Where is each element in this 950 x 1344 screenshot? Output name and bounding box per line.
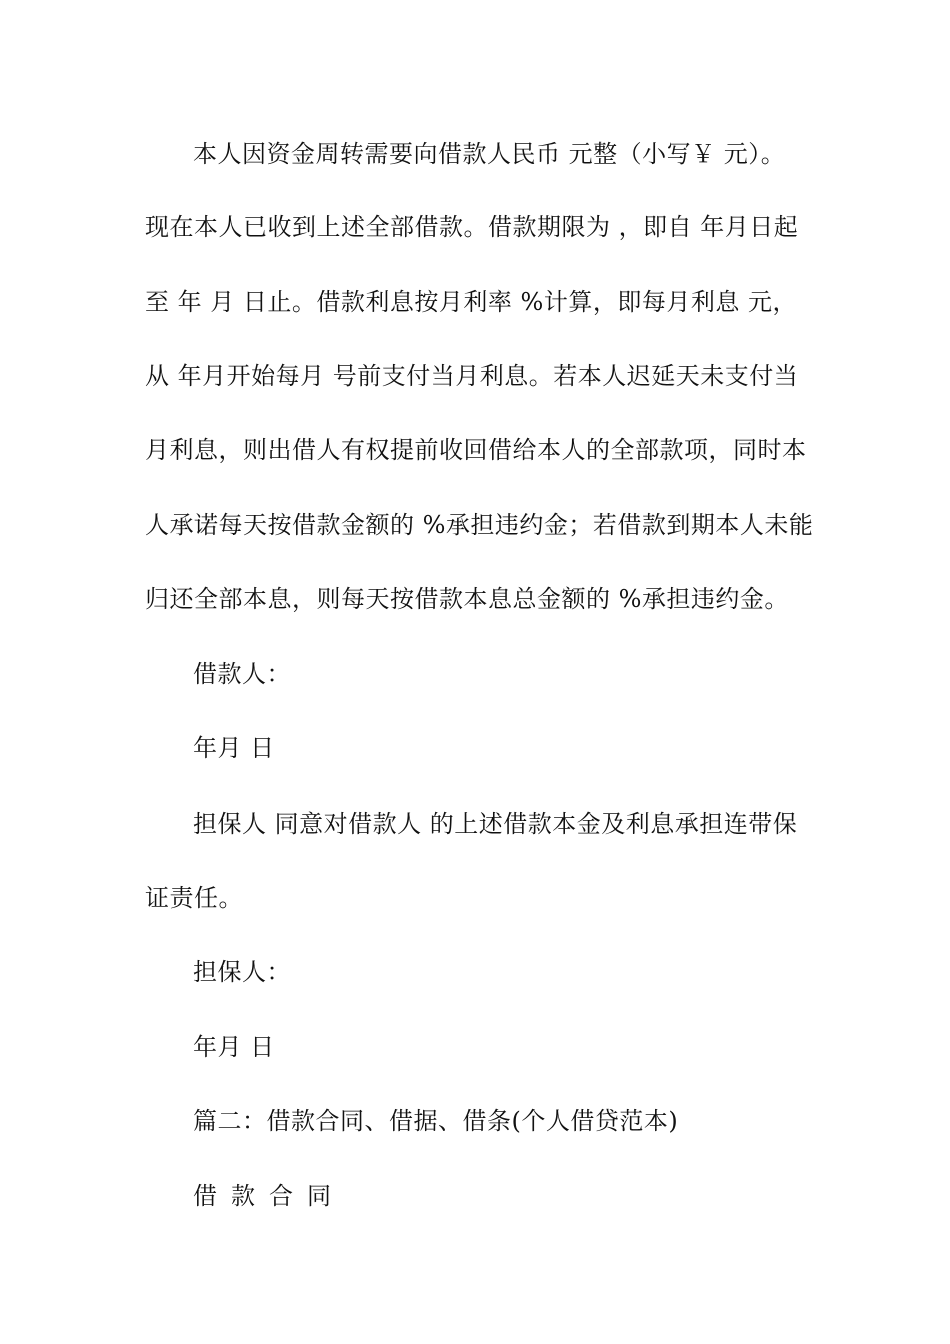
paragraph-line: 本人因资金周转需要向借款人民币 元整（小写￥ 元）。 [193, 140, 786, 168]
section-heading: 篇二：借款合同、借据、借条(个人借贷范本) [193, 1107, 679, 1135]
contract-title: 借款合同 [193, 1182, 345, 1210]
borrower-date: 年月 日 [193, 734, 275, 762]
paragraph-line: 现在本人已收到上述全部借款。借款期限为 ，即自 年月日起 [145, 213, 799, 241]
guarantor-label: 担保人： [193, 958, 291, 986]
paragraph-line: 归还全部本息，则每天按借款本息总金额的 %承担违约金。 [145, 585, 789, 613]
guarantor-date: 年月 日 [193, 1033, 275, 1061]
paragraph-line: 人承诺每天按借款金额的 %承担违约金；若借款到期本人未能 [145, 511, 814, 539]
paragraph-line: 月利息，则出借人有权提前收回借给本人的全部款项，同时本 [145, 436, 807, 464]
paragraph-line: 至 年 月 日止。借款利息按月利率 %计算，即每月利息 元， [145, 288, 797, 316]
guarantee-line: 担保人 同意对借款人 的上述借款本金及利息承担连带保 [193, 810, 798, 838]
guarantee-line: 证责任。 [145, 884, 243, 912]
paragraph-line: 从 年月开始每月 号前支付当月利息。若本人迟延天未支付当 [145, 362, 799, 390]
borrower-label: 借款人： [193, 660, 291, 688]
